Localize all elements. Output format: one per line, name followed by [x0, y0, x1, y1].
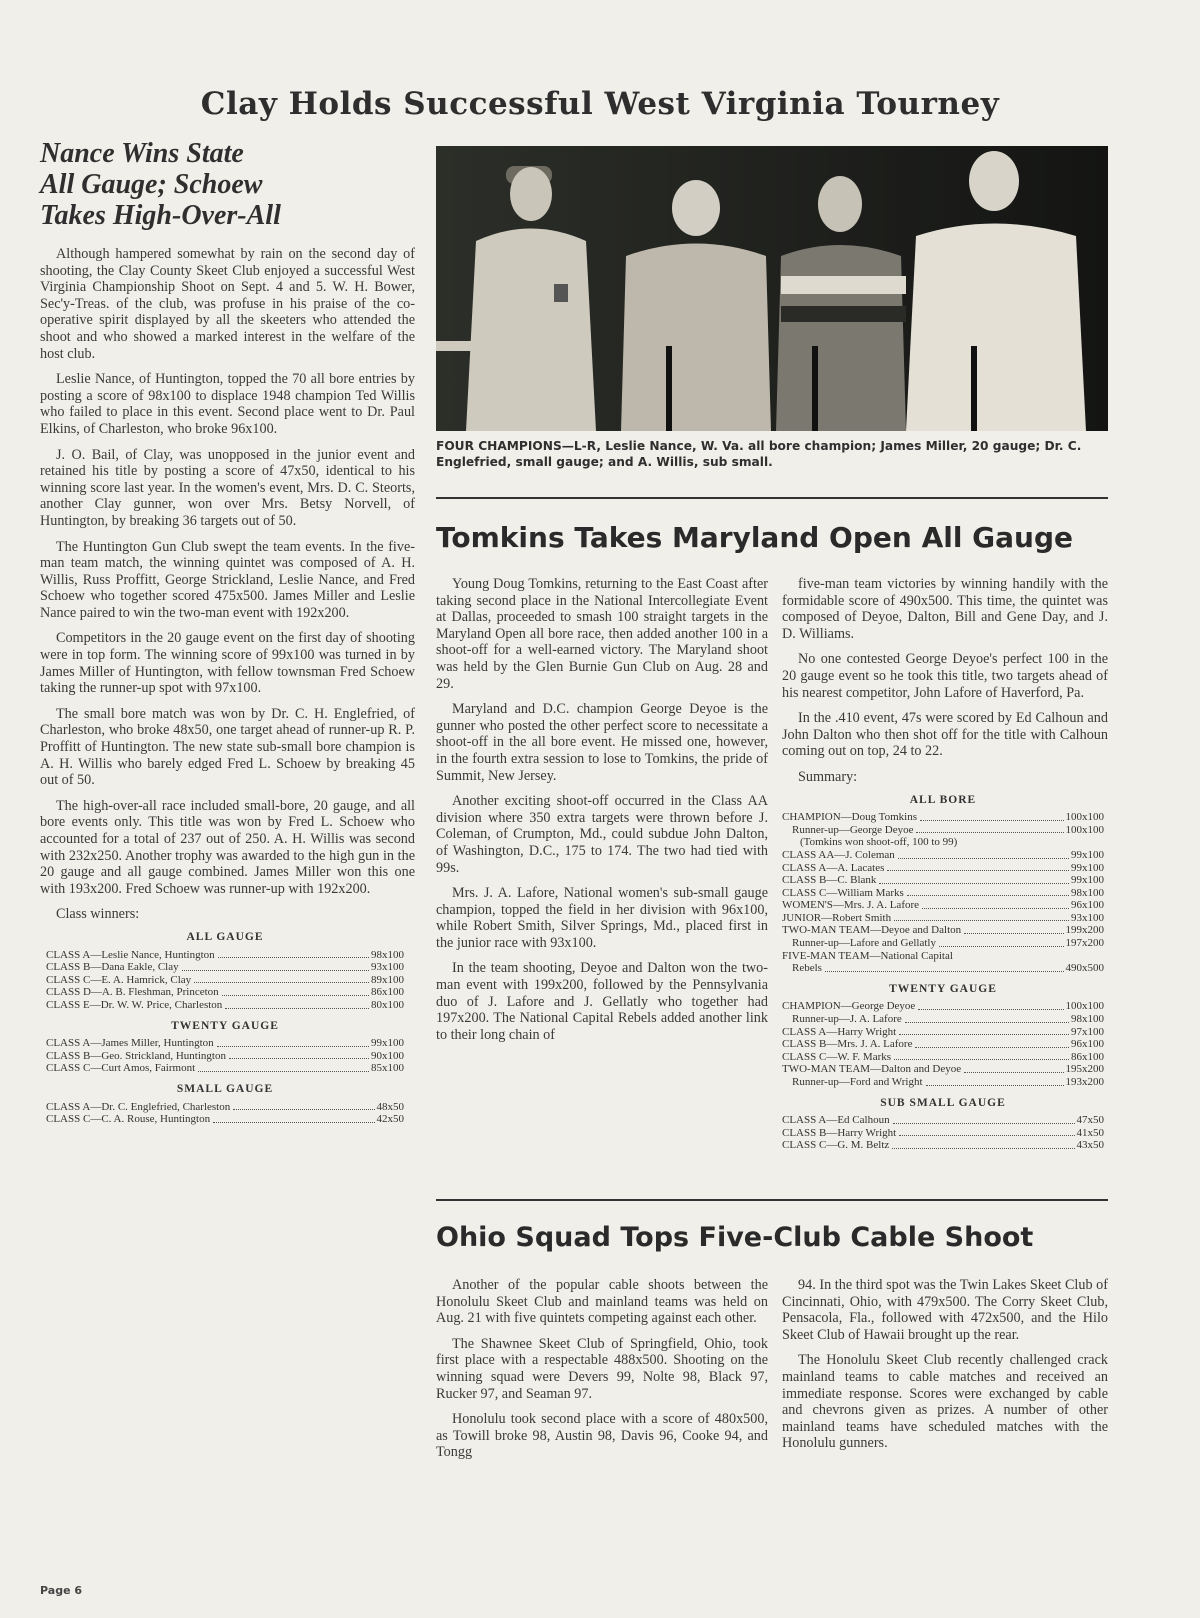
- row-label: Runner-up—J. A. Lafore: [792, 1013, 902, 1026]
- dot-leader: [222, 986, 369, 996]
- article3-paragraph: The Honolulu Skeet Club recently challenged crack mainland teams to cable matches and received an immediate response. Scores were exchanged by cable and chevrons given as prizes. A number of other mainland teams have scheduled matches with the Honolulu gunners.: [782, 1352, 1108, 1452]
- class-winners-tables: [46, 929, 404, 1126]
- row-score: 41x50: [1076, 1126, 1104, 1139]
- table-row: [782, 1000, 1104, 1013]
- row-score: 99x100: [1071, 874, 1104, 887]
- table-row: [46, 1037, 404, 1050]
- row-score: 93x100: [1071, 911, 1104, 924]
- subhead-line: All Gauge; Schoew: [40, 169, 263, 200]
- row-label: CLASS A—Ed Calhoun: [782, 1114, 890, 1127]
- table-heading: ALL BORE: [909, 793, 977, 806]
- dot-leader: [229, 1050, 369, 1060]
- table-row: [782, 1051, 1104, 1064]
- article1-body: [40, 246, 415, 1126]
- row-score: 90x100: [371, 1049, 404, 1062]
- row-label: Runner-up—George Deyoe: [792, 823, 914, 836]
- dot-leader: [964, 924, 1063, 934]
- table-row: [782, 912, 1104, 925]
- row-label: WOMEN'S—Mrs. J. A. Lafore: [782, 899, 920, 912]
- table-row: [46, 961, 404, 974]
- row-score: 197x200: [1065, 937, 1104, 950]
- row-label: CLASS B—Harry Wright: [782, 1126, 897, 1139]
- article3-col2: [782, 1277, 1108, 1461]
- row-score: 100x100: [1065, 823, 1104, 836]
- row-score: 47x50: [1076, 1114, 1104, 1127]
- row-score: 97x100: [1071, 1025, 1104, 1038]
- article2-paragraph: No one contested George Deyoe's perfect 100 in the 20 gauge event so he took this title, two targets ahead of his nearest competitor, John Lafore of Haverford, Pa.: [782, 651, 1108, 701]
- dot-leader: [182, 961, 369, 971]
- row-label: CLASS B—Geo. Strickland, Huntington: [46, 1049, 226, 1062]
- subhead-line: Takes High-Over-All: [40, 200, 281, 231]
- row-score: 93x100: [371, 961, 404, 974]
- dot-leader: [825, 962, 1064, 972]
- class-winners-label: Class winners:: [56, 906, 140, 923]
- row-score: 100x100: [1065, 1000, 1104, 1013]
- table-heading: TWENTY GAUGE: [171, 1019, 279, 1032]
- row-score: 98x100: [1071, 1013, 1104, 1026]
- dot-leader: [939, 937, 1064, 947]
- article2-paragraph: five-man team victories by winning handily with the formidable score of 490x500. This time, the quintet was composed of Deyoe, Dalton, Bill and Gene Day, and J. D. Williams.: [782, 576, 1108, 642]
- row-label: CLASS C—W. F. Marks: [782, 1050, 892, 1063]
- table-heading: ALL GAUGE: [186, 930, 264, 943]
- champions-photo: [436, 146, 1108, 431]
- row-label: CLASS A—Harry Wright: [782, 1025, 897, 1038]
- article3-paragraph: Honolulu took second place with a score of 480x500, as Towill broke 98, Austin 98, Davis 96, Cooke 94, and Tongg: [436, 1411, 768, 1461]
- row-label: CLASS C—G. M. Beltz: [782, 1139, 890, 1152]
- table-row: [46, 986, 404, 999]
- dot-leader: [894, 912, 1069, 922]
- row-label: Runner-up—Lafore and Gellatly: [792, 937, 936, 950]
- article2-paragraph: In the team shooting, Deyoe and Dalton won the two-man event with 199x200, followed by the Pennsylvania duo of J. Lafore and J. Gellatly who together had 197x200. The National Capital Rebels added another link to their long chain of: [436, 960, 768, 1043]
- article3-paragraph: The Shawnee Skeet Club of Springfield, Ohio, took first place with a respectable 488x500. Shooting on the winning squad were Devers 99, Nolte 98, Black 97, Rucker 97, and Seaman 97.: [436, 1335, 768, 1402]
- dot-leader: [898, 849, 1069, 859]
- table-row: [782, 874, 1104, 887]
- row-score: 100x100: [1065, 811, 1104, 824]
- table-heading: TWENTY GAUGE: [889, 982, 997, 995]
- row-label: CLASS AA—J. Coleman: [782, 848, 895, 861]
- table-row: [782, 1013, 1104, 1026]
- row-score: 99x100: [1071, 861, 1104, 874]
- table-row: [46, 1050, 404, 1063]
- table-row: [46, 999, 404, 1012]
- row-score: 89x100: [371, 973, 404, 986]
- row-score: 98x100: [1071, 886, 1104, 899]
- row-label: Runner-up—Ford and Wright: [792, 1076, 923, 1088]
- article1-paragraph: Although hampered somewhat by rain on the second day of shooting, the Clay County Skeet Club enjoyed a successful West Virginia Championship Shoot on Sept. 4 and 5. W. H. Bower, Sec'y-Treas. of the club, was profuse in his praise of the co-operative spirit displayed by all the skeeters who attended the shoot and who showed a marked interest in the welfare of the host club.: [40, 246, 415, 362]
- dot-leader: [964, 1063, 1063, 1073]
- row-score: 195x200: [1065, 1063, 1104, 1076]
- article2-col2: [782, 576, 1108, 1152]
- row-score: 96x100: [1071, 899, 1104, 912]
- article2-headline: Tomkins Takes Maryland Open All Gauge: [436, 521, 1074, 554]
- table-row: [46, 1101, 404, 1114]
- table-row: [782, 899, 1104, 912]
- table-row: [46, 974, 404, 987]
- row-label: CLASS A—Dr. C. Englefried, Charleston: [46, 1100, 231, 1113]
- table-row: [782, 1076, 1104, 1089]
- article2-paragraph: Maryland and D.C. champion George Deyoe is the gunner who posted the other perfect score to necessitate a shoot-off in the all bore event. He missed one, however, in the fourth extra session to lose to Tomkins, the pride of Summit, New Jersey.: [436, 701, 768, 784]
- table-heading: SMALL GAUGE: [176, 1082, 274, 1095]
- article1-paragraph: Leslie Nance, of Huntington, topped the 70 all bore entries by posting a score of 98x100 to displace 1948 champion Ted Willis who failed to place in this event. Second place went to Dr. Paul Elkins, of Charleston, who broke 96x100.: [40, 371, 415, 437]
- row-score: 48x50: [376, 1100, 404, 1113]
- dot-leader: [225, 999, 369, 1009]
- dot-leader: [893, 1114, 1075, 1124]
- row-score: 99x100: [1071, 848, 1104, 861]
- row-score: 43x50: [1076, 1139, 1104, 1152]
- article1-subhead: [40, 138, 385, 231]
- row-score: 490x500: [1065, 962, 1104, 975]
- row-label: CLASS C—William Marks: [782, 886, 904, 899]
- row-score: 199x200: [1065, 924, 1104, 937]
- row-label: CHAMPION—George Deyoe: [782, 1000, 916, 1013]
- table-row: [782, 811, 1104, 824]
- dot-leader: [918, 1000, 1063, 1010]
- row-score: 80x100: [371, 998, 404, 1011]
- dot-leader: [915, 1038, 1069, 1048]
- row-score: 96x100: [1071, 1038, 1104, 1051]
- article2-paragraph: Mrs. J. A. Lafore, National women's sub-small gauge champion, topped the field in her division with 96x100, while Robert Smith, Silver Springs, Md., placed first in the junior race with 93x100.: [436, 885, 768, 951]
- table-row: [46, 1062, 404, 1075]
- row-score: 86x100: [1071, 1050, 1104, 1063]
- article3-headline: Ohio Squad Tops Five-Club Cable Shoot: [436, 1222, 1034, 1253]
- table-row: [782, 887, 1104, 900]
- row-score: 85x100: [371, 1062, 404, 1075]
- row-label: FIVE-MAN TEAM—National Capital: [782, 949, 953, 962]
- table-row: [782, 1063, 1104, 1076]
- dot-leader: [217, 1037, 369, 1047]
- dot-leader: [218, 949, 369, 959]
- dot-leader: [198, 1062, 369, 1072]
- article2-paragraph: Young Doug Tomkins, returning to the East Coast after taking second place in the National Intercollegiate Event at Dallas, proceeded to smash 100 straight targets in the Maryland Open all bore race, then added another 100 in a shoot-off for a well-earned victory. The Maryland shoot was held by the Glen Burnie Gun Club on Aug. 28 and 29.: [436, 576, 768, 692]
- article1-paragraph: Competitors in the 20 gauge event on the first day of shooting were in top form. The winning score of 99x100 was turned in by James Miller of Huntington, with fellow townsman Fred Schoew taking the runner-up spot with 97x100.: [40, 630, 415, 697]
- article3-paragraph: Another of the popular cable shoots between the Honolulu Skeet Club and mainland teams was held on Aug. 21 with five quintets competing against each other.: [436, 1277, 768, 1327]
- row-label: CLASS B—Mrs. J. A. Lafore: [782, 1038, 913, 1051]
- row-label: CLASS C—E. A. Hamrick, Clay: [46, 973, 192, 986]
- champions-photo-image: [436, 146, 1108, 431]
- article2-paragraph: In the .410 event, 47s were scored by Ed Calhoun and John Dalton who then shot off for the title with Calhoun coming out on top, 24 to 22.: [782, 710, 1108, 760]
- article1-paragraph: The small bore match was won by Dr. C. H. Englefried, of Charleston, who broke 48x50, one target ahead of runner-up R. P. Proffitt of Huntington. The new state sub-small bore champion is A. H. Willis who barely edged Fred L. Schoew by breaking 45 out of 50.: [40, 705, 415, 789]
- table-row: [782, 849, 1104, 862]
- article3-col1: [436, 1277, 768, 1470]
- table-row: [782, 950, 1104, 963]
- row-label: CLASS D—A. B. Fleshman, Princeton: [46, 986, 219, 999]
- table-row: [782, 924, 1104, 937]
- dot-leader: [926, 1076, 1064, 1086]
- row-score: 99x100: [371, 1037, 404, 1050]
- row-label: TWO-MAN TEAM—Dalton and Deyoe: [782, 1063, 962, 1076]
- table-row: [782, 1038, 1104, 1051]
- row-label: CLASS B—Dana Eakle, Clay: [46, 961, 179, 974]
- table-row: [782, 962, 1104, 975]
- divider: [436, 1199, 1108, 1201]
- row-label: CHAMPION—Doug Tomkins: [782, 811, 918, 824]
- article2-paragraph: Another exciting shoot-off occurred in the Class AA division where 350 extra targets were thrown before J. Coleman, of Crumpton, Md., could subdue John Dalton, of Washington, D.C., 175 to 174. The two had tied with 99s.: [436, 793, 768, 876]
- dot-leader: [899, 1127, 1074, 1137]
- dot-leader: [916, 824, 1063, 834]
- article2-col1: [436, 576, 768, 1052]
- table-row: [782, 862, 1104, 875]
- row-label: JUNIOR—Robert Smith: [782, 911, 892, 924]
- article1-paragraph: J. O. Bail, of Clay, was unopposed in the junior event and retained his title by posting a score of 47x50, identical to his winning score last year. In the women's event, Mrs. D. C. Steorts, another Clay gunner, won over Mrs. Betsy Norvell, of Huntington, by breaking 36 targets out of 50.: [40, 446, 415, 529]
- dot-leader: [892, 1139, 1074, 1149]
- row-label: CLASS B—C. Blank: [782, 874, 877, 887]
- row-label: CLASS C—C. A. Rouse, Huntington: [46, 1113, 211, 1126]
- article3-paragraph: 94. In the third spot was the Twin Lakes Skeet Club of Cincinnati, Ohio, with 479x500. The Corry Skeet Club, Pensacola, Fla., followed with 472x500, and the Hilo Skeet Club of Hawaii brought up the rear.: [782, 1277, 1108, 1343]
- table-row: [782, 1114, 1104, 1127]
- row-label: TWO-MAN TEAM—Deyoe and Dalton: [782, 924, 962, 937]
- dot-leader: [213, 1113, 374, 1123]
- table-heading: SUB SMALL GAUGE: [880, 1096, 1006, 1109]
- table-row: [46, 1113, 404, 1126]
- dot-leader: [899, 1026, 1069, 1036]
- table-row: [782, 1127, 1104, 1140]
- dot-leader: [233, 1101, 374, 1111]
- summary-label: Summary:: [798, 768, 858, 785]
- table-row: [782, 1026, 1104, 1039]
- summary-tables: [782, 792, 1104, 1152]
- dot-leader: [894, 1051, 1069, 1061]
- table-row: [782, 836, 1104, 849]
- row-score: 98x100: [371, 948, 404, 961]
- divider: [436, 497, 1108, 499]
- row-score: 42x50: [376, 1113, 404, 1126]
- photo-caption: FOUR CHAMPIONS—L-R, Leslie Nance, W. Va. all bore champion; James Miller, 20 gauge; Dr. C. Englefried, small gauge; and A. Willis, sub small.: [436, 439, 1082, 469]
- dot-leader: [905, 1013, 1069, 1023]
- row-label: CLASS A—Leslie Nance, Huntington: [46, 948, 215, 961]
- page-number: Page 6: [40, 1584, 83, 1597]
- main-headline: Clay Holds Successful West Virginia Tourney: [200, 86, 1000, 122]
- article1-paragraph: The Huntington Gun Club swept the team events. In the five-man team match, the winning quintet was composed of A. H. Willis, Russ Proffitt, George Strickland, Leslie Nance, and Fred Schoew who together scored 475x500. James Miller and Leslie Nance paired to win the two-man event with 192x200.: [40, 538, 415, 621]
- table-row: [782, 1139, 1104, 1152]
- row-label: Rebels: [792, 962, 822, 975]
- row-label: CLASS E—Dr. W. W. Price, Charleston: [46, 998, 223, 1011]
- row-score: 86x100: [371, 986, 404, 999]
- dot-leader: [920, 811, 1063, 821]
- row-score: 193x200: [1065, 1076, 1104, 1088]
- article1-paragraph: The high-over-all race included small-bore, 20 gauge, and all bore events only. This title was won by Fred L. Schoew who accounted for a total of 237 out of 250. A. H. Willis was second with 232x250. Another trophy was awarded to the high gun in the 20 gauge and all gauge combined. James Miller won this one with 193x200. Fred Schoew was runner-up with 192x200.: [40, 797, 415, 897]
- subhead-line: Nance Wins State: [40, 138, 244, 169]
- row-label: CLASS C—Curt Amos, Fairmont: [46, 1062, 196, 1075]
- row-label: (Tomkins won shoot-off, 100 to 99): [800, 836, 958, 849]
- table-row: [46, 949, 404, 962]
- dot-leader: [922, 899, 1069, 909]
- row-label: CLASS A—A. Lacates: [782, 861, 885, 874]
- dot-leader: [907, 887, 1069, 897]
- row-label: CLASS A—James Miller, Huntington: [46, 1037, 214, 1050]
- table-row: [782, 824, 1104, 837]
- dot-leader: [194, 974, 369, 984]
- dot-leader: [887, 862, 1069, 872]
- dot-leader: [879, 874, 1069, 884]
- table-row: [782, 937, 1104, 950]
